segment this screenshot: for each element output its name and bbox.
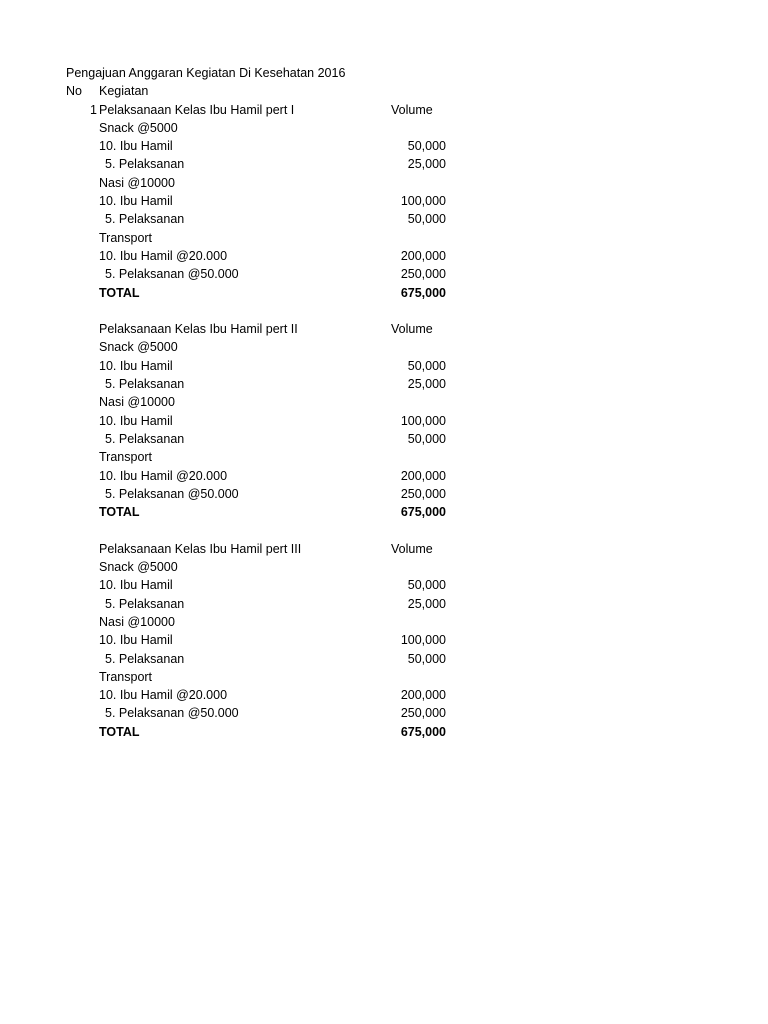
budget-line-row <box>0 155 768 173</box>
item-amount: 25,000 <box>407 157 446 172</box>
item-label: 10. Ibu Hamil <box>99 194 173 209</box>
total-amount: 675,000 <box>400 724 446 739</box>
item-amount: 200,000 <box>400 688 446 703</box>
item-amount: 50,000 <box>407 212 446 227</box>
budget-line-row <box>0 229 768 247</box>
total-amount: 675,000 <box>400 285 446 300</box>
item-label: 5. Pelaksanan @50.000 <box>105 486 239 501</box>
budget-line-row <box>0 467 768 485</box>
budget-line-row <box>0 357 768 375</box>
item-label: Transport <box>99 450 153 465</box>
budget-line-row <box>0 338 768 356</box>
item-label: 10. Ibu Hamil <box>99 578 173 593</box>
item-label: 5. Pelaksanan <box>105 431 185 446</box>
budget-line-row <box>0 650 768 668</box>
item-label: 5. Pelaksanan @50.000 <box>105 706 239 721</box>
kegiatan-column-header: Kegiatan <box>99 84 149 99</box>
budget-line-row <box>0 192 768 210</box>
section-heading-row <box>0 320 768 338</box>
budget-line-row <box>0 137 768 155</box>
budget-line-row <box>0 412 768 430</box>
item-label: 10. Ibu Hamil <box>99 358 173 373</box>
budget-line-row <box>0 595 768 613</box>
budget-line-row <box>0 668 768 686</box>
budget-line-row <box>0 174 768 192</box>
item-amount: 200,000 <box>400 468 446 483</box>
budget-sheet <box>0 64 768 741</box>
section-name: Pelaksanaan Kelas Ibu Hamil pert III <box>99 541 302 556</box>
item-label: 10. Ibu Hamil @20.000 <box>99 468 228 483</box>
total-row <box>0 723 768 741</box>
total-row <box>0 503 768 521</box>
budget-line-row <box>0 686 768 704</box>
volume-header: Volume <box>391 102 433 117</box>
budget-line-row <box>0 265 768 283</box>
volume-header: Volume <box>391 541 433 556</box>
section-name: Pelaksanaan Kelas Ibu Hamil pert I <box>99 102 295 117</box>
budget-line-row <box>0 375 768 393</box>
item-amount: 250,000 <box>400 267 446 282</box>
section-spacer <box>0 302 768 320</box>
section-heading-row <box>0 540 768 558</box>
item-amount: 250,000 <box>400 706 446 721</box>
item-amount: 25,000 <box>407 596 446 611</box>
budget-line-row <box>0 631 768 649</box>
budget-sections <box>0 101 768 741</box>
item-label: 10. Ibu Hamil <box>99 633 173 648</box>
total-row <box>0 284 768 302</box>
item-amount: 100,000 <box>400 194 446 209</box>
item-label: Nasi @10000 <box>99 175 175 190</box>
section-name: Pelaksanaan Kelas Ibu Hamil pert II <box>99 322 298 337</box>
item-label: 10. Ibu Hamil <box>99 413 173 428</box>
header-row <box>0 82 768 100</box>
total-label: TOTAL <box>99 505 140 520</box>
item-label: 5. Pelaksanan @50.000 <box>105 267 239 282</box>
item-label: Nasi @10000 <box>99 395 175 410</box>
volume-header: Volume <box>391 322 433 337</box>
budget-line-row <box>0 210 768 228</box>
item-label: Transport <box>99 230 153 245</box>
total-amount: 675,000 <box>400 505 446 520</box>
total-label: TOTAL <box>99 285 140 300</box>
item-amount: 100,000 <box>400 633 446 648</box>
item-label: 10. Ibu Hamil @20.000 <box>99 688 228 703</box>
item-amount: 50,000 <box>407 651 446 666</box>
item-label: Snack @5000 <box>99 120 178 135</box>
no-column-header: No <box>66 84 82 99</box>
budget-line-row <box>0 119 768 137</box>
item-label: 10. Ibu Hamil <box>99 139 173 154</box>
item-amount: 250,000 <box>400 486 446 501</box>
item-label: 5. Pelaksanan <box>105 651 185 666</box>
item-label: 5. Pelaksanan <box>105 596 185 611</box>
document-title: Pengajuan Anggaran Kegiatan Di Kesehatan 2016 <box>66 66 346 80</box>
budget-line-row <box>0 485 768 503</box>
item-amount: 50,000 <box>407 139 446 154</box>
budget-line-row <box>0 558 768 576</box>
item-label: 5. Pelaksanan <box>105 212 185 227</box>
section-number: 1 <box>90 102 97 117</box>
item-label: 10. Ibu Hamil @20.000 <box>99 248 228 263</box>
title-row <box>0 64 768 82</box>
budget-line-row <box>0 613 768 631</box>
section-spacer <box>0 521 768 539</box>
budget-line-row <box>0 576 768 594</box>
item-amount: 50,000 <box>407 431 446 446</box>
item-amount: 50,000 <box>407 578 446 593</box>
item-amount: 100,000 <box>400 413 446 428</box>
item-amount: 25,000 <box>407 377 446 392</box>
item-label: Transport <box>99 669 153 684</box>
budget-line-row <box>0 393 768 411</box>
budget-line-row <box>0 430 768 448</box>
total-label: TOTAL <box>99 724 140 739</box>
item-label: Nasi @10000 <box>99 614 175 629</box>
item-label: Snack @5000 <box>99 560 178 575</box>
item-label: 5. Pelaksanan <box>105 157 185 172</box>
budget-line-row <box>0 247 768 265</box>
section-heading-row <box>0 101 768 119</box>
item-label: 5. Pelaksanan <box>105 377 185 392</box>
item-amount: 200,000 <box>400 248 446 263</box>
budget-line-row <box>0 704 768 722</box>
item-label: Snack @5000 <box>99 340 178 355</box>
item-amount: 50,000 <box>407 358 446 373</box>
budget-line-row <box>0 448 768 466</box>
